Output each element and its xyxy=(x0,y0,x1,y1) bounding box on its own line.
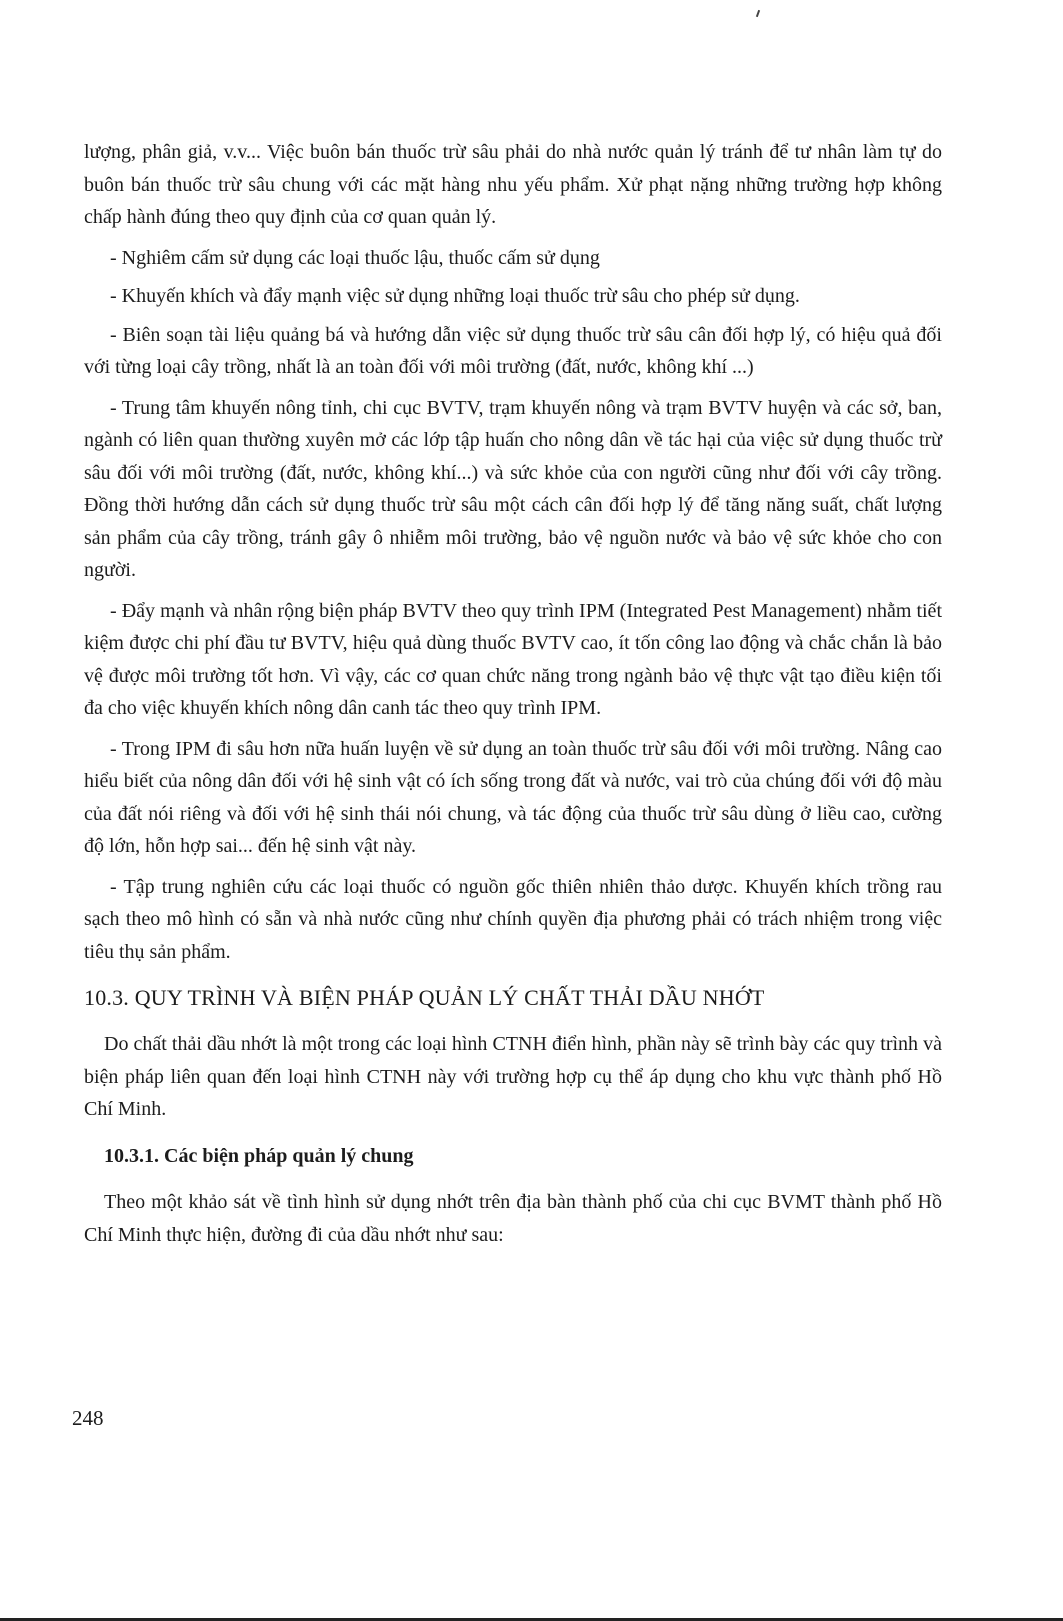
bullet-item: - Tập trung nghiên cứu các loại thuốc có nguồn gốc thiên nhiên thảo dược. Khuyến khích trồng rau sạch theo mô hình có sẵn và nhà nước cũng như chính quyền địa phương phải có trách nhiệm trong việc tiêu thụ sản phẩm. xyxy=(84,875,942,963)
bullet-item: - Khuyến khích và đẩy mạnh việc sử dụng những loại thuốc trừ sâu cho phép sử dụng. xyxy=(110,285,800,307)
scan-speck xyxy=(756,10,760,17)
bullet-item: - Biên soạn tài liệu quảng bá và hướng dẫn việc sử dụng thuốc trừ sâu cân đối hợp lý, có hiệu quả đối với từng loại cây trồng, nhất là an toàn đối với môi trường (đất, nước, không khí ...) xyxy=(84,323,942,378)
subsection-body: Theo một khảo sát về tình hình sử dụng nhớt trên địa bàn thành phố của chi cục BVMT thành phố Hồ Chí Minh thực hiện, đường đi của dầu nhớt như sau: xyxy=(84,1191,942,1246)
bullet-item: - Trong IPM đi sâu hơn nữa huấn luyện về sử dụng an toàn thuốc trừ sâu đối với môi trường. Nâng cao hiểu biết của nông dân đối với hệ sinh vật có ích sống trong đất và nước, vai trò của chúng đối với độ màu của đất nói riêng và đối với hệ sinh thái nói chung, và tác động của thuốc trừ sâu dùng ở liều cao, cường độ lớn, hỗn hợp sai... đến hệ sinh vật này. xyxy=(84,737,942,857)
bullet-item: - Nghiêm cấm sử dụng các loại thuốc lậu, thuốc cấm sử dụng xyxy=(110,246,600,269)
bullet-item: - Đẩy mạnh và nhân rộng biện pháp BVTV theo quy trình IPM (Integrated Pest Management) nhằm tiết kiệm được chi phí đầu tư BVTV, hiệu quả dùng thuốc BVTV cao, ít tốn công lao động và chắc chắn là bảo vệ được môi trường tốt hơn. Vì vậy, các cơ quan chức năng trong ngành bảo vệ thực vật tạo điều kiện tối đa cho việc khuyến khích nông dân canh tác theo quy trình IPM. xyxy=(84,599,942,719)
paragraph-continued: lượng, phân giả, v.v... Việc buôn bán thuốc trừ sâu phải do nhà nước quản lý tránh để tư nhân làm tự do buôn bán thuốc trừ sâu chung với các mặt hàng nhu yếu phẩm. Xử phạt nặng những trường hợp không chấp hành đúng theo quy định của cơ quan quản lý. xyxy=(84,141,942,228)
section-heading: 10.3. QUY TRÌNH VÀ BIỆN PHÁP QUẢN LÝ CHẤT THẢI DẦU NHỚT xyxy=(84,985,765,1010)
page-number: 248 xyxy=(72,1406,104,1430)
bullet-item: - Trung tâm khuyến nông tỉnh, chi cục BVTV, trạm khuyến nông và trạm BVTV huyện và các sở, ban, ngành có liên quan thường xuyên mở các lớp tập huấn cho nông dân về tác hại của việc sử dụng thuốc trừ sâu đối với môi trường (đất, nước, không khí...) và sức khỏe của con người cũng như đối với cây trồng. Đồng thời hướng dẫn cách sử dụng thuốc trừ sâu một cách cân đối hợp lý để tăng năng suất, chất lượng sản phẩm của cây trồng, tránh gây ô nhiễm môi trường, bảo vệ nguồn nước và bảo vệ sức khỏe cho con người. xyxy=(84,396,942,581)
section-intro: Do chất thải dầu nhớt là một trong các loại hình CTNH điển hình, phần này sẽ trình bày các quy trình và biện pháp liên quan đến loại hình CTNH này với trường hợp cụ thể áp dụng cho khu vực thành phố Hồ Chí Minh. xyxy=(84,1033,942,1120)
subsection-heading: 10.3.1. Các biện pháp quản lý chung xyxy=(104,1144,414,1167)
body-text xyxy=(84,136,942,1265)
